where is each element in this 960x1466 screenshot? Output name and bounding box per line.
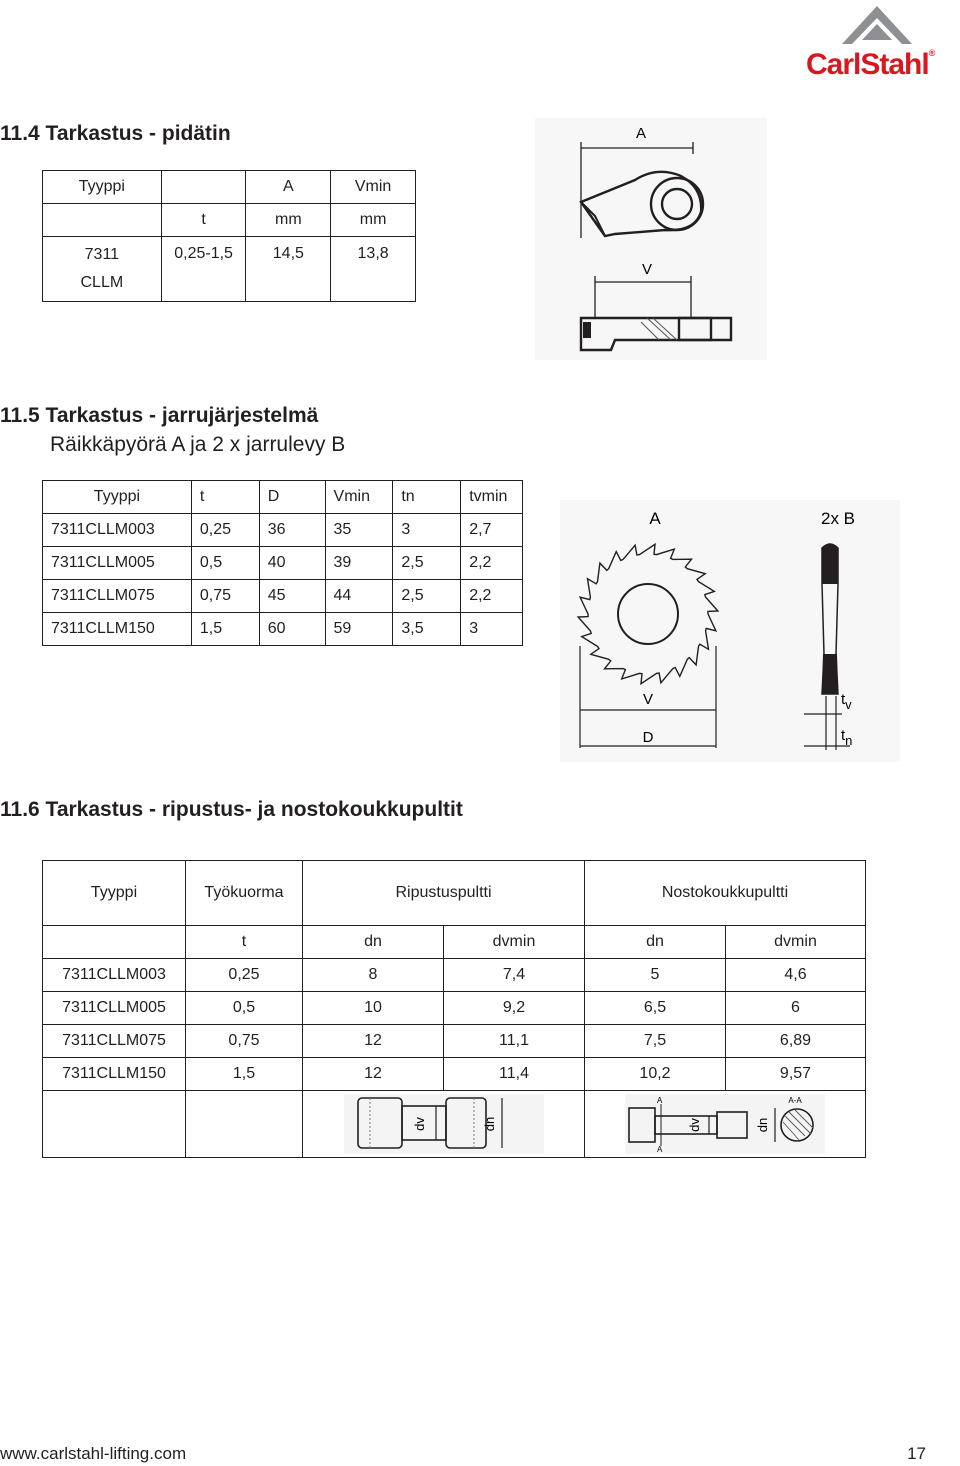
header-cell: Vmin — [325, 481, 393, 514]
section-11-6-title: 11.6 Tarkastus - ripustus- ja nostokoukkupultit — [0, 798, 463, 821]
section-label-aa: A-A — [788, 1096, 802, 1105]
table-cell: 3,5 — [393, 613, 461, 646]
table-row — [43, 992, 866, 1025]
table-row — [43, 237, 416, 302]
header-cell: dvmin — [726, 926, 866, 959]
header-cell: Ripustuspultti — [303, 861, 585, 926]
header-cell — [161, 171, 246, 204]
header-cell: t — [161, 204, 246, 237]
table-cell: 39 — [325, 547, 393, 580]
table-cell: 2,7 — [461, 514, 523, 547]
table-cell: 6 — [726, 992, 866, 1025]
dimension-label-v: V — [642, 691, 654, 708]
table-row — [43, 1058, 866, 1091]
table-cell: 1,5 — [186, 1058, 303, 1091]
table-row — [43, 1025, 866, 1058]
header-cell: A — [246, 171, 331, 204]
table-cell: 7311CLLM005 — [43, 547, 192, 580]
table-cell: 2,2 — [461, 580, 523, 613]
table-cell: 3 — [393, 514, 461, 547]
table-cell: 0,75 — [191, 580, 259, 613]
dimension-label-tn: tn — [841, 727, 853, 748]
table-cell: 1,5 — [191, 613, 259, 646]
table-cell: 0,5 — [191, 547, 259, 580]
table-header-row — [43, 481, 523, 514]
table-cell: 0,25 — [191, 514, 259, 547]
table-cell — [186, 1091, 303, 1158]
table-header-row — [43, 861, 866, 926]
dimension-label-v: V — [641, 261, 653, 278]
ratchet-brake-drawing — [560, 500, 900, 762]
header-cell: tvmin — [461, 481, 523, 514]
table-cell: 8 — [303, 959, 444, 992]
table-cell: 13,8 — [331, 237, 416, 302]
section-mark-a-top: A — [657, 1096, 663, 1105]
table-11-4 — [42, 170, 416, 302]
header-cell: Nostokoukkupultti — [585, 861, 866, 926]
table-cell: 5 — [585, 959, 726, 992]
section-11-4-title: 11.4 Tarkastus - pidätin — [0, 122, 231, 145]
table-cell: 59 — [325, 613, 393, 646]
table-cell: 2,5 — [393, 547, 461, 580]
table-cell: 7,5 — [585, 1025, 726, 1058]
table-cell: 0,25 — [186, 959, 303, 992]
dimension-label-d: D — [642, 729, 654, 746]
dimension-label-dv: dv — [687, 1118, 702, 1132]
table-cell: 7311 CLLM — [43, 237, 162, 302]
table-row — [43, 959, 866, 992]
table-unit-row — [43, 204, 416, 237]
table-cell — [43, 1091, 186, 1158]
page-number: 17 — [907, 1444, 926, 1463]
table-cell: 2,5 — [393, 580, 461, 613]
ratchet-label-a: A — [649, 509, 661, 528]
table-row — [43, 547, 523, 580]
header-cell: Vmin — [331, 171, 416, 204]
table-cell: 14,5 — [246, 237, 331, 302]
dimension-label-dv: dv — [411, 1117, 427, 1131]
dimension-label-tv: tv — [841, 691, 852, 712]
table-unit-row — [43, 926, 866, 959]
table-figure-row — [43, 1091, 866, 1158]
header-cell: Työkuorma — [186, 861, 303, 926]
table-cell: 40 — [259, 547, 325, 580]
table-row — [43, 514, 523, 547]
table-row — [43, 580, 523, 613]
table-cell: 7311CLLM005 — [43, 992, 186, 1025]
table-cell: 3 — [461, 613, 523, 646]
hook-bolt-drawing — [625, 1094, 825, 1154]
header-cell: t — [186, 926, 303, 959]
header-cell — [43, 926, 186, 959]
brake-disc-label-b: 2x B — [820, 509, 856, 528]
dimension-label-dn: dn — [755, 1117, 770, 1133]
table-cell: 7311CLLM150 — [43, 1058, 186, 1091]
suspension-bolt-cell — [303, 1091, 585, 1158]
header-cell: t — [191, 481, 259, 514]
logo-hook-icon — [840, 4, 914, 50]
header-cell: Tyyppi — [43, 171, 162, 204]
table-cell: 12 — [303, 1025, 444, 1058]
header-cell: Tyyppi — [43, 481, 192, 514]
table-cell: 45 — [259, 580, 325, 613]
header-cell: D — [259, 481, 325, 514]
header-cell — [43, 204, 162, 237]
carlstahl-logo — [806, 4, 958, 82]
dimension-label-a: A — [635, 125, 647, 142]
dimension-label-dn: dn — [481, 1116, 497, 1132]
logo-wordmark: CarlStahl® — [806, 48, 935, 81]
header-cell: Tyyppi — [43, 861, 186, 926]
table-cell: 9,57 — [726, 1058, 866, 1091]
table-cell: 6,5 — [585, 992, 726, 1025]
table-cell: 10 — [303, 992, 444, 1025]
table-11-6 — [42, 860, 866, 1158]
header-cell: mm — [331, 204, 416, 237]
header-cell: dn — [303, 926, 444, 959]
section-11-5-title: 11.5 Tarkastus - jarrujärjestelmä — [0, 404, 319, 427]
header-cell: tn — [393, 481, 461, 514]
hook-bolt-cell — [585, 1091, 866, 1158]
table-row — [43, 613, 523, 646]
table-cell: 7311CLLM150 — [43, 613, 192, 646]
suspension-bolt-drawing — [344, 1094, 544, 1154]
table-cell: 35 — [325, 514, 393, 547]
table-cell: 7,4 — [444, 959, 585, 992]
section-mark-a-bottom: A — [657, 1145, 663, 1154]
section-11-5-subtitle: Räikkäpyörä A ja 2 x jarrulevy B — [50, 433, 346, 456]
table-11-5 — [42, 480, 523, 646]
table-cell: 2,2 — [461, 547, 523, 580]
table-cell: 7311CLLM075 — [43, 1025, 186, 1058]
table-cell: 11,1 — [444, 1025, 585, 1058]
table-cell: 10,2 — [585, 1058, 726, 1091]
table-cell: 11,4 — [444, 1058, 585, 1091]
pawl-drawing — [535, 118, 767, 360]
table-header-row — [43, 171, 416, 204]
table-cell: 9,2 — [444, 992, 585, 1025]
header-cell: dn — [585, 926, 726, 959]
table-cell: 4,6 — [726, 959, 866, 992]
table-cell: 44 — [325, 580, 393, 613]
table-cell: 6,89 — [726, 1025, 866, 1058]
table-cell: 7311CLLM075 — [43, 580, 192, 613]
table-cell: 12 — [303, 1058, 444, 1091]
header-cell: mm — [246, 204, 331, 237]
table-cell: 7311CLLM003 — [43, 959, 186, 992]
table-cell: 0,75 — [186, 1025, 303, 1058]
footer-url: www.carlstahl-lifting.com — [0, 1444, 187, 1463]
table-cell: 36 — [259, 514, 325, 547]
table-cell: 0,25-1,5 — [161, 237, 246, 302]
header-cell: dvmin — [444, 926, 585, 959]
table-cell: 7311CLLM003 — [43, 514, 192, 547]
table-cell: 60 — [259, 613, 325, 646]
table-cell: 0,5 — [186, 992, 303, 1025]
